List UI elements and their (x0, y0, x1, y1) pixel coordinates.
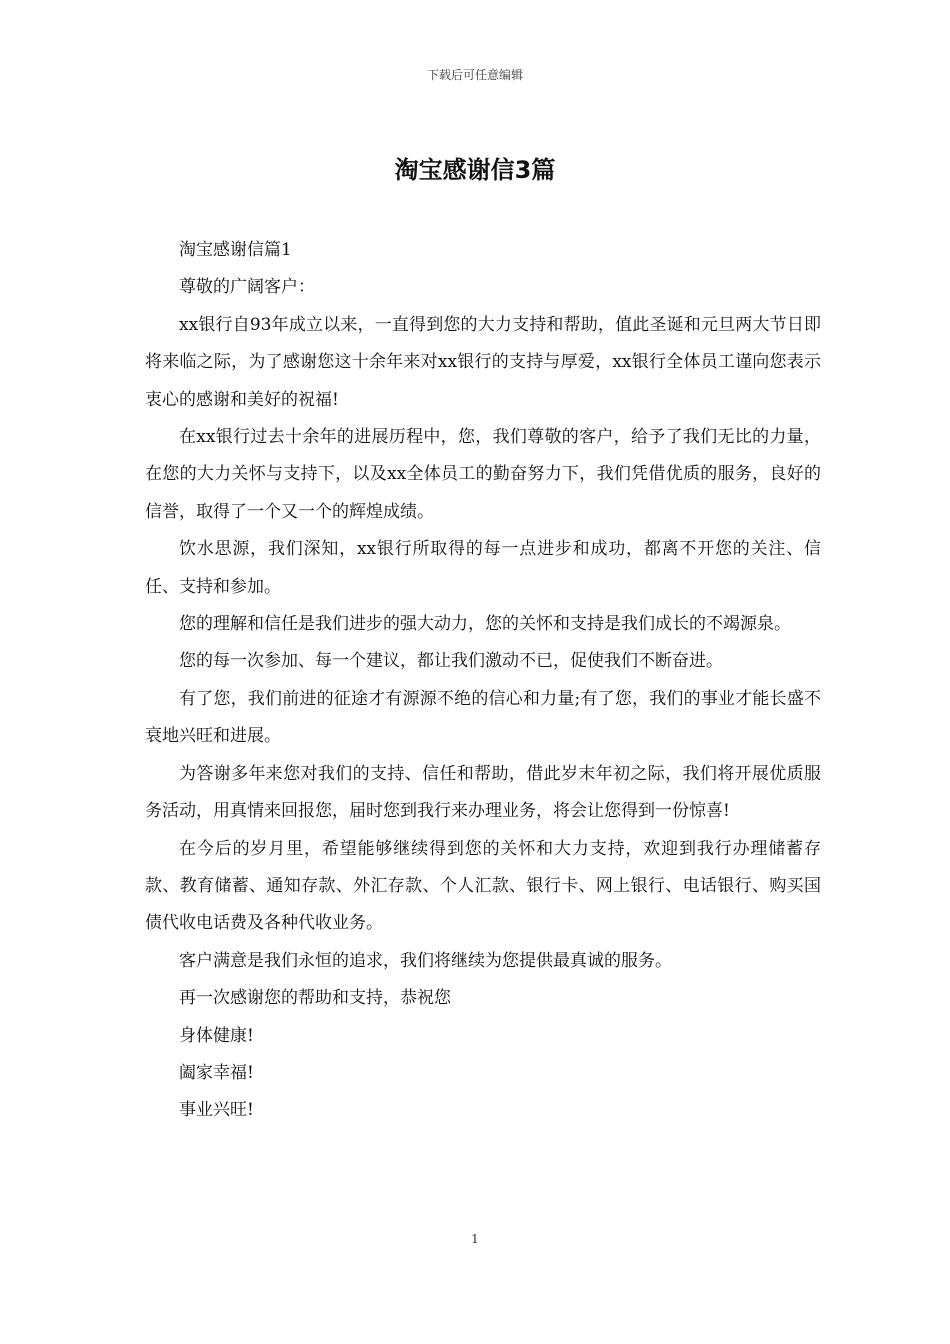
paragraph: 您的每一次参加、每一个建议，都让我们激动不已，促使我们不断奋进。 (179, 651, 723, 672)
paragraph: 饮水思源，我们深知，xx银行所取得的每一点进步和成功，都离不开您的关注、信任、支持和参加。 (145, 539, 821, 597)
closing-wish: 事业兴旺! (179, 1100, 254, 1121)
paragraph: 为答谢多年来您对我们的支持、信任和帮助，借此岁末年初之际，我们将开展优质服务活动，用真情来回报您，届时您到我行来办理业务，将会让您得到一份惊喜! (145, 763, 821, 822)
header-note: 下载后可任意编辑 (426, 68, 523, 82)
salutation: 尊敬的广阔客户： (179, 277, 315, 298)
closing-wish: 身体健康! (179, 1025, 254, 1046)
paragraph: 客户满意是我们永恒的追求，我们将继续为您提供最真诚的服务。 (179, 950, 672, 971)
document-body (145, 232, 821, 1130)
paragraph: 在xx银行过去十余年的进展历程中，您，我们尊敬的客户，给予了我们无比的力量，在您的大力关怀与支持下，以及xx全体员工的勤奋努力下，我们凭借优质的服务，良好的信誉，取得了一个又一个的辉煌成绩。 (145, 427, 821, 522)
document-title: 淘宝感谢信3篇 (394, 156, 556, 184)
closing-wish: 阖家幸福! (179, 1062, 254, 1083)
paragraph: xx银行自93年成立以来，一直得到您的大力支持和帮助，值此圣诞和元旦两大节日即将来临之际，为了感谢您这十余年来对xx银行的支持与厚爱，xx银行全体员工谨向您表示衷心的感谢和美好的祝福! (145, 314, 821, 410)
closing-line: 再一次感谢您的帮助和支持，恭祝您 (179, 988, 451, 1009)
section-heading: 淘宝感谢信篇1 (179, 240, 292, 260)
paragraph: 有了您，我们前进的征途才有源源不绝的信心和力量;有了您，我们的事业才能长盛不衰地兴旺和进展。 (145, 688, 821, 747)
paragraph: 您的理解和信任是我们进步的强大动力，您的关怀和支持是我们成长的不竭源泉。 (179, 614, 791, 635)
paragraph: 在今后的岁月里，希望能够继续得到您的关怀和大力支持，欢迎到我行办理储蓄存款、教育储蓄、通知存款、外汇存款、个人汇款、银行卡、网上银行、电话银行、购买国债代收电话费及各种代收业务。 (145, 838, 821, 934)
page-number: 1 (471, 1232, 479, 1246)
